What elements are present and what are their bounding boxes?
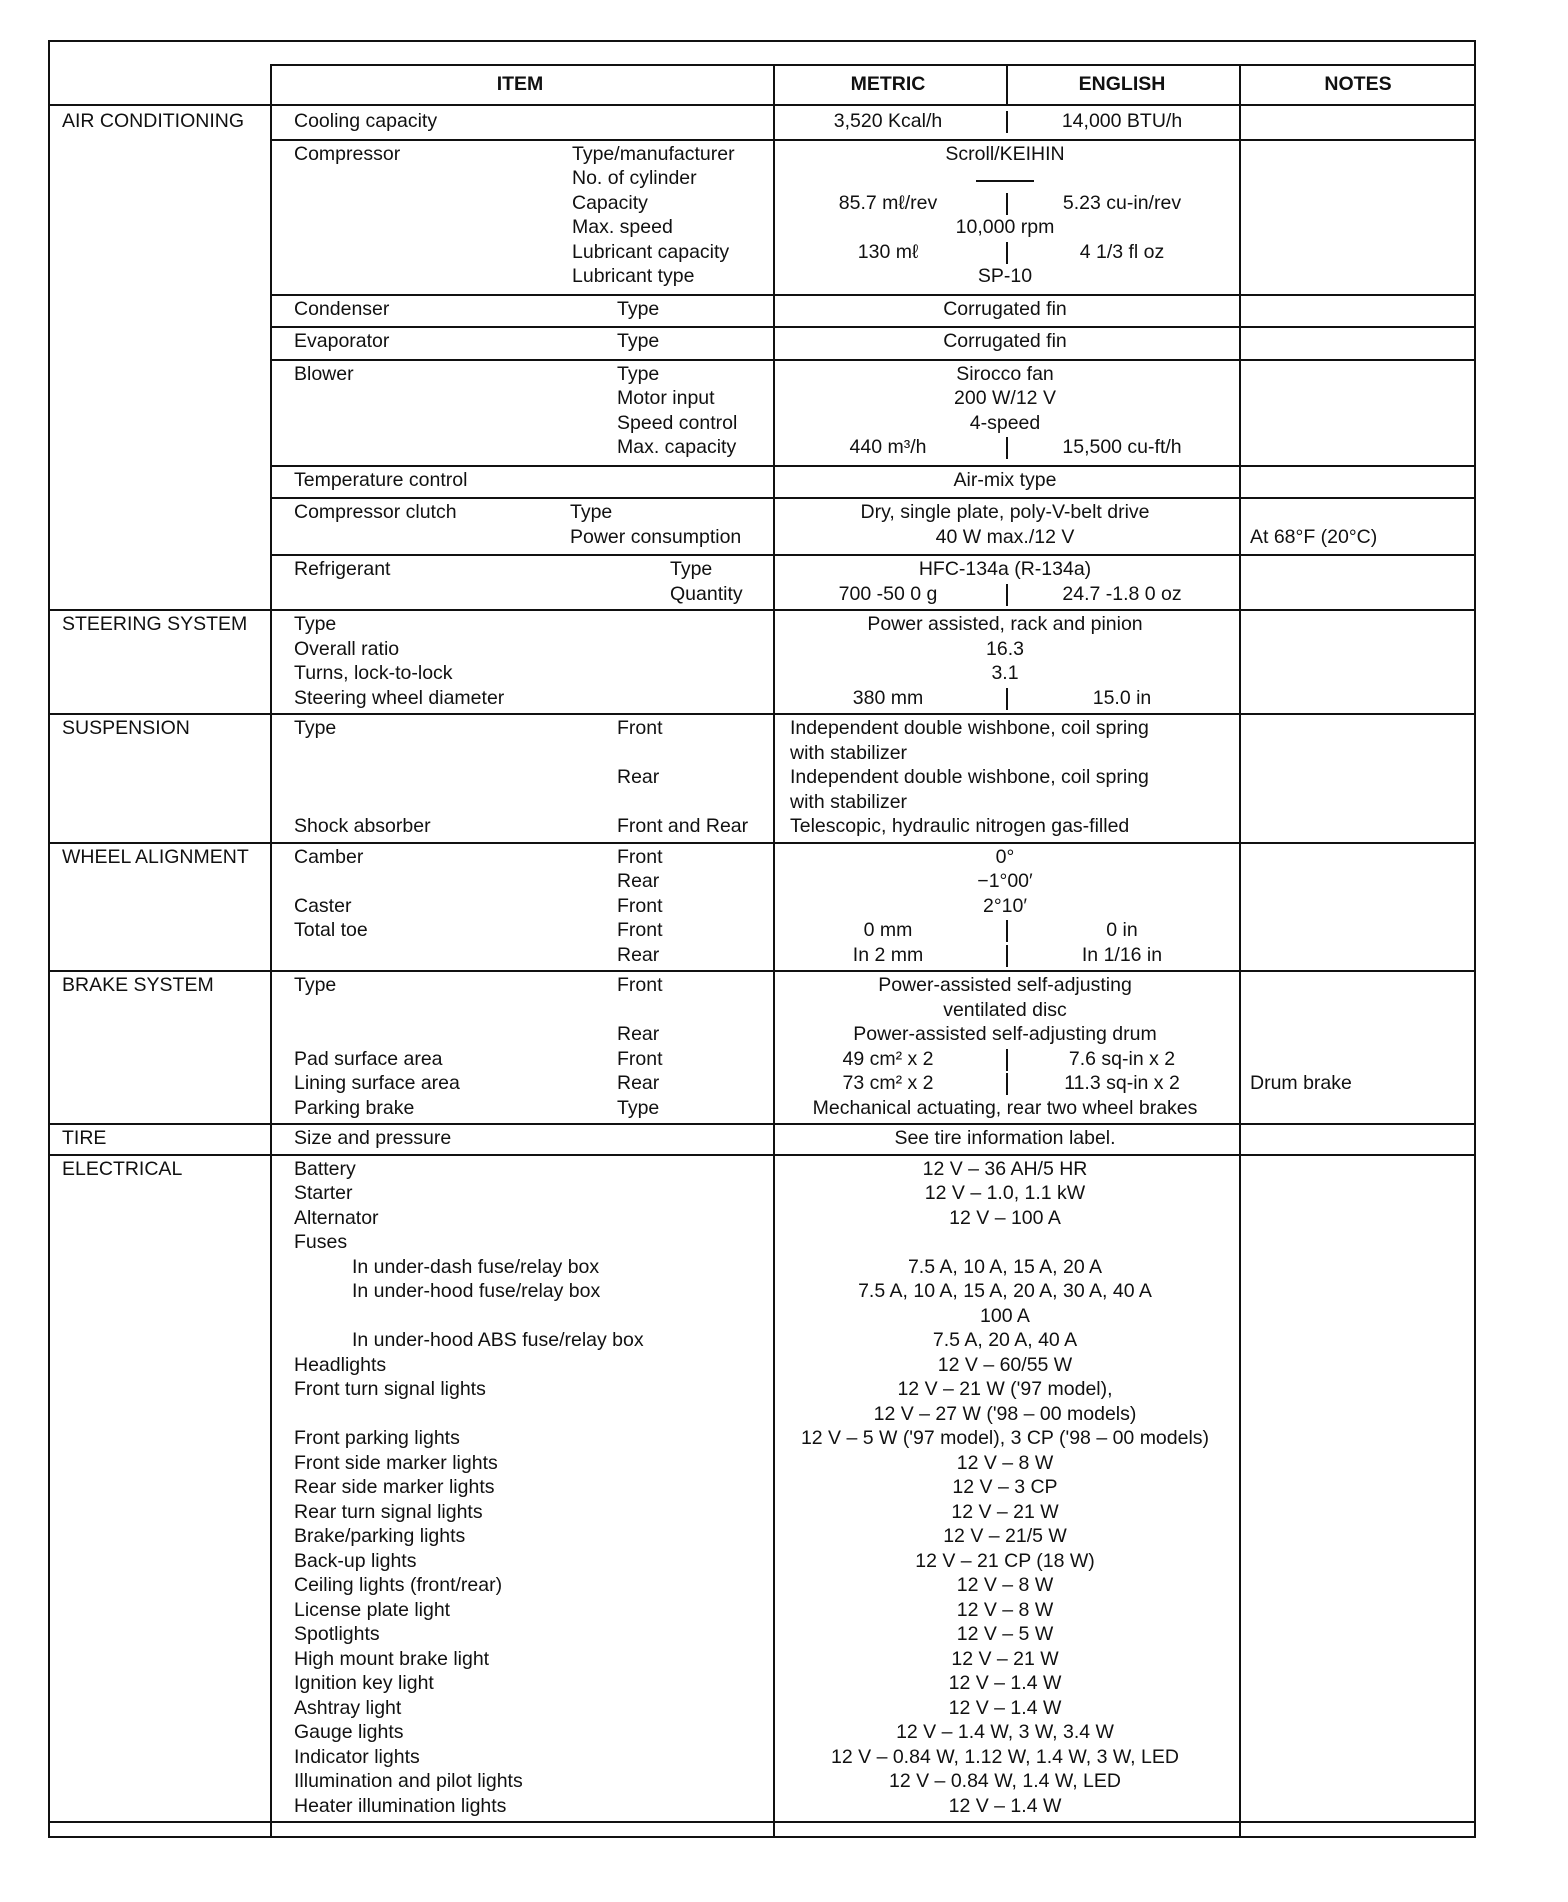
sub-item-label: Lubricant capacity (572, 240, 730, 263)
section-name: WHEEL ALIGNMENT (62, 845, 249, 868)
item-label: Gauge lights (294, 1721, 404, 1743)
item-label: Front parking lights (294, 1427, 460, 1449)
metric-value: 12 V – 1.0, 1.1 kW (924, 1182, 1086, 1204)
value-separator (1006, 242, 1008, 264)
value-separator (1006, 1073, 1008, 1095)
english-value: 11.3 sq-in x 2 (1064, 1072, 1180, 1094)
section-divider (50, 1154, 1474, 1156)
item-label: Ignition key light (294, 1672, 434, 1694)
metric-value: 130 mℓ (857, 240, 919, 263)
item-label: License plate light (294, 1598, 451, 1621)
sub-item-label: Lubricant type (572, 265, 695, 287)
item-label: Front turn signal lights (294, 1378, 486, 1400)
metric-value: with stabilizer (790, 741, 908, 764)
metric-value: Independent double wishbone, coil spring (790, 766, 1149, 788)
metric-value: 12 V – 27 W ('98 – 00 models) (873, 1402, 1137, 1425)
metric-value: 12 V – 21 W (951, 1500, 1059, 1523)
metric-value: 4-speed (969, 411, 1041, 434)
item-label: Refrigerant (294, 558, 391, 580)
header-notes: NOTES (1324, 73, 1392, 95)
metric-value: 49 cm² x 2 (842, 1047, 934, 1070)
metric-value: 85.7 mℓ/rev (838, 191, 938, 214)
metric-value: Corrugated fin (943, 330, 1067, 352)
sub-item-label: Max. capacity (617, 436, 737, 458)
value-separator (1006, 945, 1008, 967)
metric-value: 73 cm² x 2 (842, 1072, 934, 1094)
english-value: 14,000 BTU/h (1061, 110, 1183, 132)
english-value: In 1/16 in (1081, 943, 1163, 966)
row-divider (270, 359, 1474, 361)
metric-value: Telescopic, hydraulic nitrogen gas-filled (790, 815, 1130, 837)
item-label: Steering wheel diameter (294, 686, 505, 709)
col-line-item (270, 64, 272, 1836)
metric-value: 40 W max./12 V (935, 525, 1075, 548)
metric-value: In 2 mm (852, 943, 924, 966)
header-rule (270, 64, 1474, 66)
value-separator (1006, 1049, 1008, 1071)
metric-value: 12 V – 100 A (949, 1206, 1061, 1229)
item-label: In under-dash fuse/relay box (352, 1255, 600, 1278)
metric-value: 440 m³/h (849, 436, 927, 458)
col-line-metric (773, 64, 775, 1836)
metric-value: 0° (995, 845, 1015, 868)
metric-value: 16.3 (986, 637, 1024, 660)
item-label: Spotlights (294, 1623, 380, 1645)
item-label: Rear side marker lights (294, 1476, 495, 1498)
value-separator (1006, 920, 1008, 942)
metric-value: 12 V – 21 W ('97 model), (897, 1378, 1113, 1400)
sub-item-label: Type (617, 330, 660, 352)
metric-value: HFC-134a (R-134a) (918, 558, 1092, 580)
sub-item-label: Rear (617, 1023, 660, 1045)
metric-value: Power-assisted self-adjusting (878, 974, 1132, 996)
sub-item-label: Motor input (617, 387, 715, 409)
section-divider (50, 1123, 1474, 1125)
metric-value: 380 mm (852, 686, 924, 709)
sub-item-label: Type (617, 362, 660, 385)
metric-value: Corrugated fin (943, 297, 1067, 320)
metric-value: Mechanical actuating, rear two wheel brakes (812, 1096, 1198, 1119)
row-divider (270, 465, 1474, 467)
metric-value: 700 -50 0 g (838, 582, 938, 605)
metric-value: 12 V – 8 W (956, 1451, 1054, 1474)
english-value: 7.6 sq-in x 2 (1068, 1047, 1176, 1070)
sub-item-label: Max. speed (572, 216, 673, 238)
sub-item-label: Front (617, 894, 663, 917)
item-label: Turns, lock-to-lock (294, 662, 453, 684)
metric-value: 7.5 A, 10 A, 15 A, 20 A, 30 A, 40 A (858, 1280, 1152, 1302)
item-label: Parking brake (294, 1096, 415, 1119)
value-separator (1006, 193, 1008, 215)
metric-value: 7.5 A, 20 A, 40 A (932, 1329, 1078, 1351)
metric-value: 200 W/12 V (954, 387, 1056, 409)
sub-item-label: Type (570, 501, 613, 523)
metric-value: 12 V – 21 W (951, 1647, 1059, 1670)
metric-value: Scroll/KEIHIN (945, 142, 1065, 165)
metric-value: 100 A (980, 1304, 1030, 1327)
sub-item-label: Rear (617, 870, 660, 892)
item-label: Illumination and pilot lights (294, 1770, 523, 1792)
section-name: TIRE (62, 1127, 107, 1149)
item-label: Fuses (294, 1231, 348, 1253)
metric-value: 3.1 (991, 662, 1019, 684)
value-separator (1006, 437, 1008, 459)
metric-value: 12 V – 1.4 W, 3 W, 3.4 W (896, 1721, 1114, 1743)
metric-value: −1°00′ (977, 870, 1033, 892)
section-divider (50, 713, 1474, 715)
english-value: 24.7 -1.8 0 oz (1062, 582, 1182, 605)
value-separator (1006, 584, 1008, 606)
item-label: Overall ratio (294, 637, 400, 660)
metric-value: Sirocco fan (956, 362, 1054, 385)
metric-value: See tire information label. (894, 1127, 1116, 1149)
sub-item-label: Front (617, 717, 663, 739)
note-value: Drum brake (1250, 1072, 1352, 1094)
metric-value: 3,520 Kcal/h (833, 110, 943, 132)
item-label: Brake/parking lights (294, 1525, 466, 1547)
value-separator (1006, 688, 1008, 710)
metric-value: 0 mm (863, 919, 913, 941)
item-label: High mount brake light (294, 1647, 490, 1670)
item-label: Shock absorber (294, 815, 431, 837)
sub-item-label: Type/manufacturer (572, 142, 735, 165)
sub-item-label: No. of cylinder (572, 167, 697, 189)
section-name: BRAKE SYSTEM (62, 974, 214, 996)
value-dash (976, 180, 1034, 182)
section-name: STEERING SYSTEM (62, 613, 248, 635)
item-label: Rear turn signal lights (294, 1500, 483, 1523)
sub-item-label: Rear (617, 1072, 660, 1094)
metric-value: 12 V – 60/55 W (937, 1353, 1073, 1376)
metric-value: 12 V – 3 CP (952, 1476, 1058, 1498)
metric-value: 12 V – 1.4 W (948, 1794, 1062, 1817)
section-divider (50, 842, 1474, 844)
sub-item-label: Front (617, 974, 663, 996)
section-divider (50, 970, 1474, 972)
metric-value: 12 V – 5 W (956, 1623, 1054, 1645)
header-metric: METRIC (850, 73, 926, 95)
item-label: Temperature control (294, 468, 468, 491)
metric-value: Power-assisted self-adjusting drum (853, 1023, 1157, 1045)
row-divider (270, 294, 1474, 296)
metric-value: Air-mix type (953, 468, 1057, 491)
item-label: Ashtray light (294, 1696, 402, 1719)
item-label: Condenser (294, 297, 390, 320)
note-value: At 68°F (20°C) (1250, 525, 1378, 548)
section-name: AIR CONDITIONING (62, 110, 245, 132)
sub-item-label: Front (617, 1047, 663, 1070)
english-value: 0 in (1106, 919, 1138, 941)
item-label: Cooling capacity (294, 110, 438, 132)
sub-item-label: Front (617, 845, 663, 868)
metric-value: 12 V – 5 W ('97 model), 3 CP ('98 – 00 models) (800, 1427, 1210, 1449)
item-label: In under-hood fuse/relay box (352, 1280, 601, 1302)
metric-value: 12 V – 1.4 W (948, 1672, 1062, 1694)
sub-item-label: Type (670, 558, 713, 580)
value-separator (1006, 111, 1008, 133)
metric-value: 12 V – 8 W (956, 1598, 1054, 1621)
metric-value: 12 V – 8 W (956, 1574, 1054, 1596)
item-label: Battery (294, 1157, 356, 1180)
sub-item-label: Type (617, 1096, 660, 1119)
section-divider (50, 1821, 1474, 1823)
sub-item-label: Front and Rear (617, 815, 749, 837)
metric-value: 2°10′ (983, 894, 1027, 917)
item-label: Compressor clutch (294, 501, 457, 523)
english-value: 15.0 in (1092, 686, 1152, 709)
metric-value: Dry, single plate, poly-V-belt drive (860, 501, 1150, 523)
item-label: Headlights (294, 1353, 387, 1376)
metric-value: 12 V – 1.4 W (948, 1696, 1062, 1719)
section-name: SUSPENSION (62, 717, 190, 739)
item-label: Lining surface area (294, 1072, 460, 1094)
item-label: Ceiling lights (front/rear) (294, 1574, 503, 1596)
metric-value: 12 V – 21/5 W (943, 1525, 1067, 1547)
sub-item-label: Quantity (670, 582, 743, 605)
header-rule (50, 104, 1474, 106)
item-label: Evaporator (294, 330, 390, 352)
metric-value: 12 V – 36 AH/5 HR (922, 1157, 1088, 1180)
english-value: 4 1/3 fl oz (1079, 240, 1165, 263)
header-english: ENGLISH (1078, 73, 1166, 95)
item-label: Pad surface area (294, 1047, 443, 1070)
row-divider (270, 139, 1474, 141)
metric-value: 10,000 rpm (955, 216, 1055, 238)
item-label: In under-hood ABS fuse/relay box (352, 1329, 644, 1351)
section-name: ELECTRICAL (62, 1157, 183, 1180)
item-label: Blower (294, 362, 354, 385)
item-label: Type (294, 613, 337, 635)
metric-value: 12 V – 21 CP (18 W) (915, 1549, 1095, 1572)
spec-table (48, 40, 1476, 1838)
metric-value: Independent double wishbone, coil spring (790, 717, 1149, 739)
english-value: 15,500 cu-ft/h (1062, 436, 1182, 458)
item-label: Type (294, 717, 337, 739)
row-divider (270, 554, 1474, 556)
sub-item-label: Type (617, 297, 660, 320)
col-line-notes (1239, 64, 1241, 1836)
sub-item-label: Speed control (617, 411, 738, 434)
metric-value: 12 V – 0.84 W, 1.12 W, 1.4 W, 3 W, LED (831, 1745, 1179, 1768)
sub-item-label: Rear (617, 766, 660, 788)
item-label: Heater illumination lights (294, 1794, 507, 1817)
item-label: Total toe (294, 919, 368, 941)
sub-item-label: Front (617, 919, 663, 941)
item-label: Front side marker lights (294, 1451, 498, 1474)
item-label: Type (294, 974, 337, 996)
header-item: ITEM (496, 73, 544, 95)
metric-value: with stabilizer (790, 790, 908, 813)
item-label: Compressor (294, 142, 401, 165)
item-label: Camber (294, 845, 364, 868)
metric-value: 7.5 A, 10 A, 15 A, 20 A (907, 1255, 1103, 1278)
row-divider (270, 326, 1474, 328)
metric-value: 12 V – 0.84 W, 1.4 W, LED (889, 1770, 1121, 1792)
sub-item-label: Rear (617, 943, 660, 966)
section-divider (50, 609, 1474, 611)
metric-value: ventilated disc (943, 998, 1067, 1021)
item-label: Back-up lights (294, 1549, 417, 1572)
row-divider (270, 497, 1474, 499)
item-label: Indicator lights (294, 1745, 420, 1768)
metric-value: SP-10 (977, 265, 1033, 287)
item-label: Alternator (294, 1206, 379, 1229)
sub-item-label: Capacity (572, 191, 648, 214)
english-value: 5.23 cu-in/rev (1062, 191, 1182, 214)
item-label: Starter (294, 1182, 353, 1204)
sub-item-label: Power consumption (570, 525, 742, 548)
item-label: Caster (294, 894, 352, 917)
item-label: Size and pressure (294, 1127, 452, 1149)
col-line-english (1006, 64, 1008, 104)
metric-value: Power assisted, rack and pinion (867, 613, 1143, 635)
